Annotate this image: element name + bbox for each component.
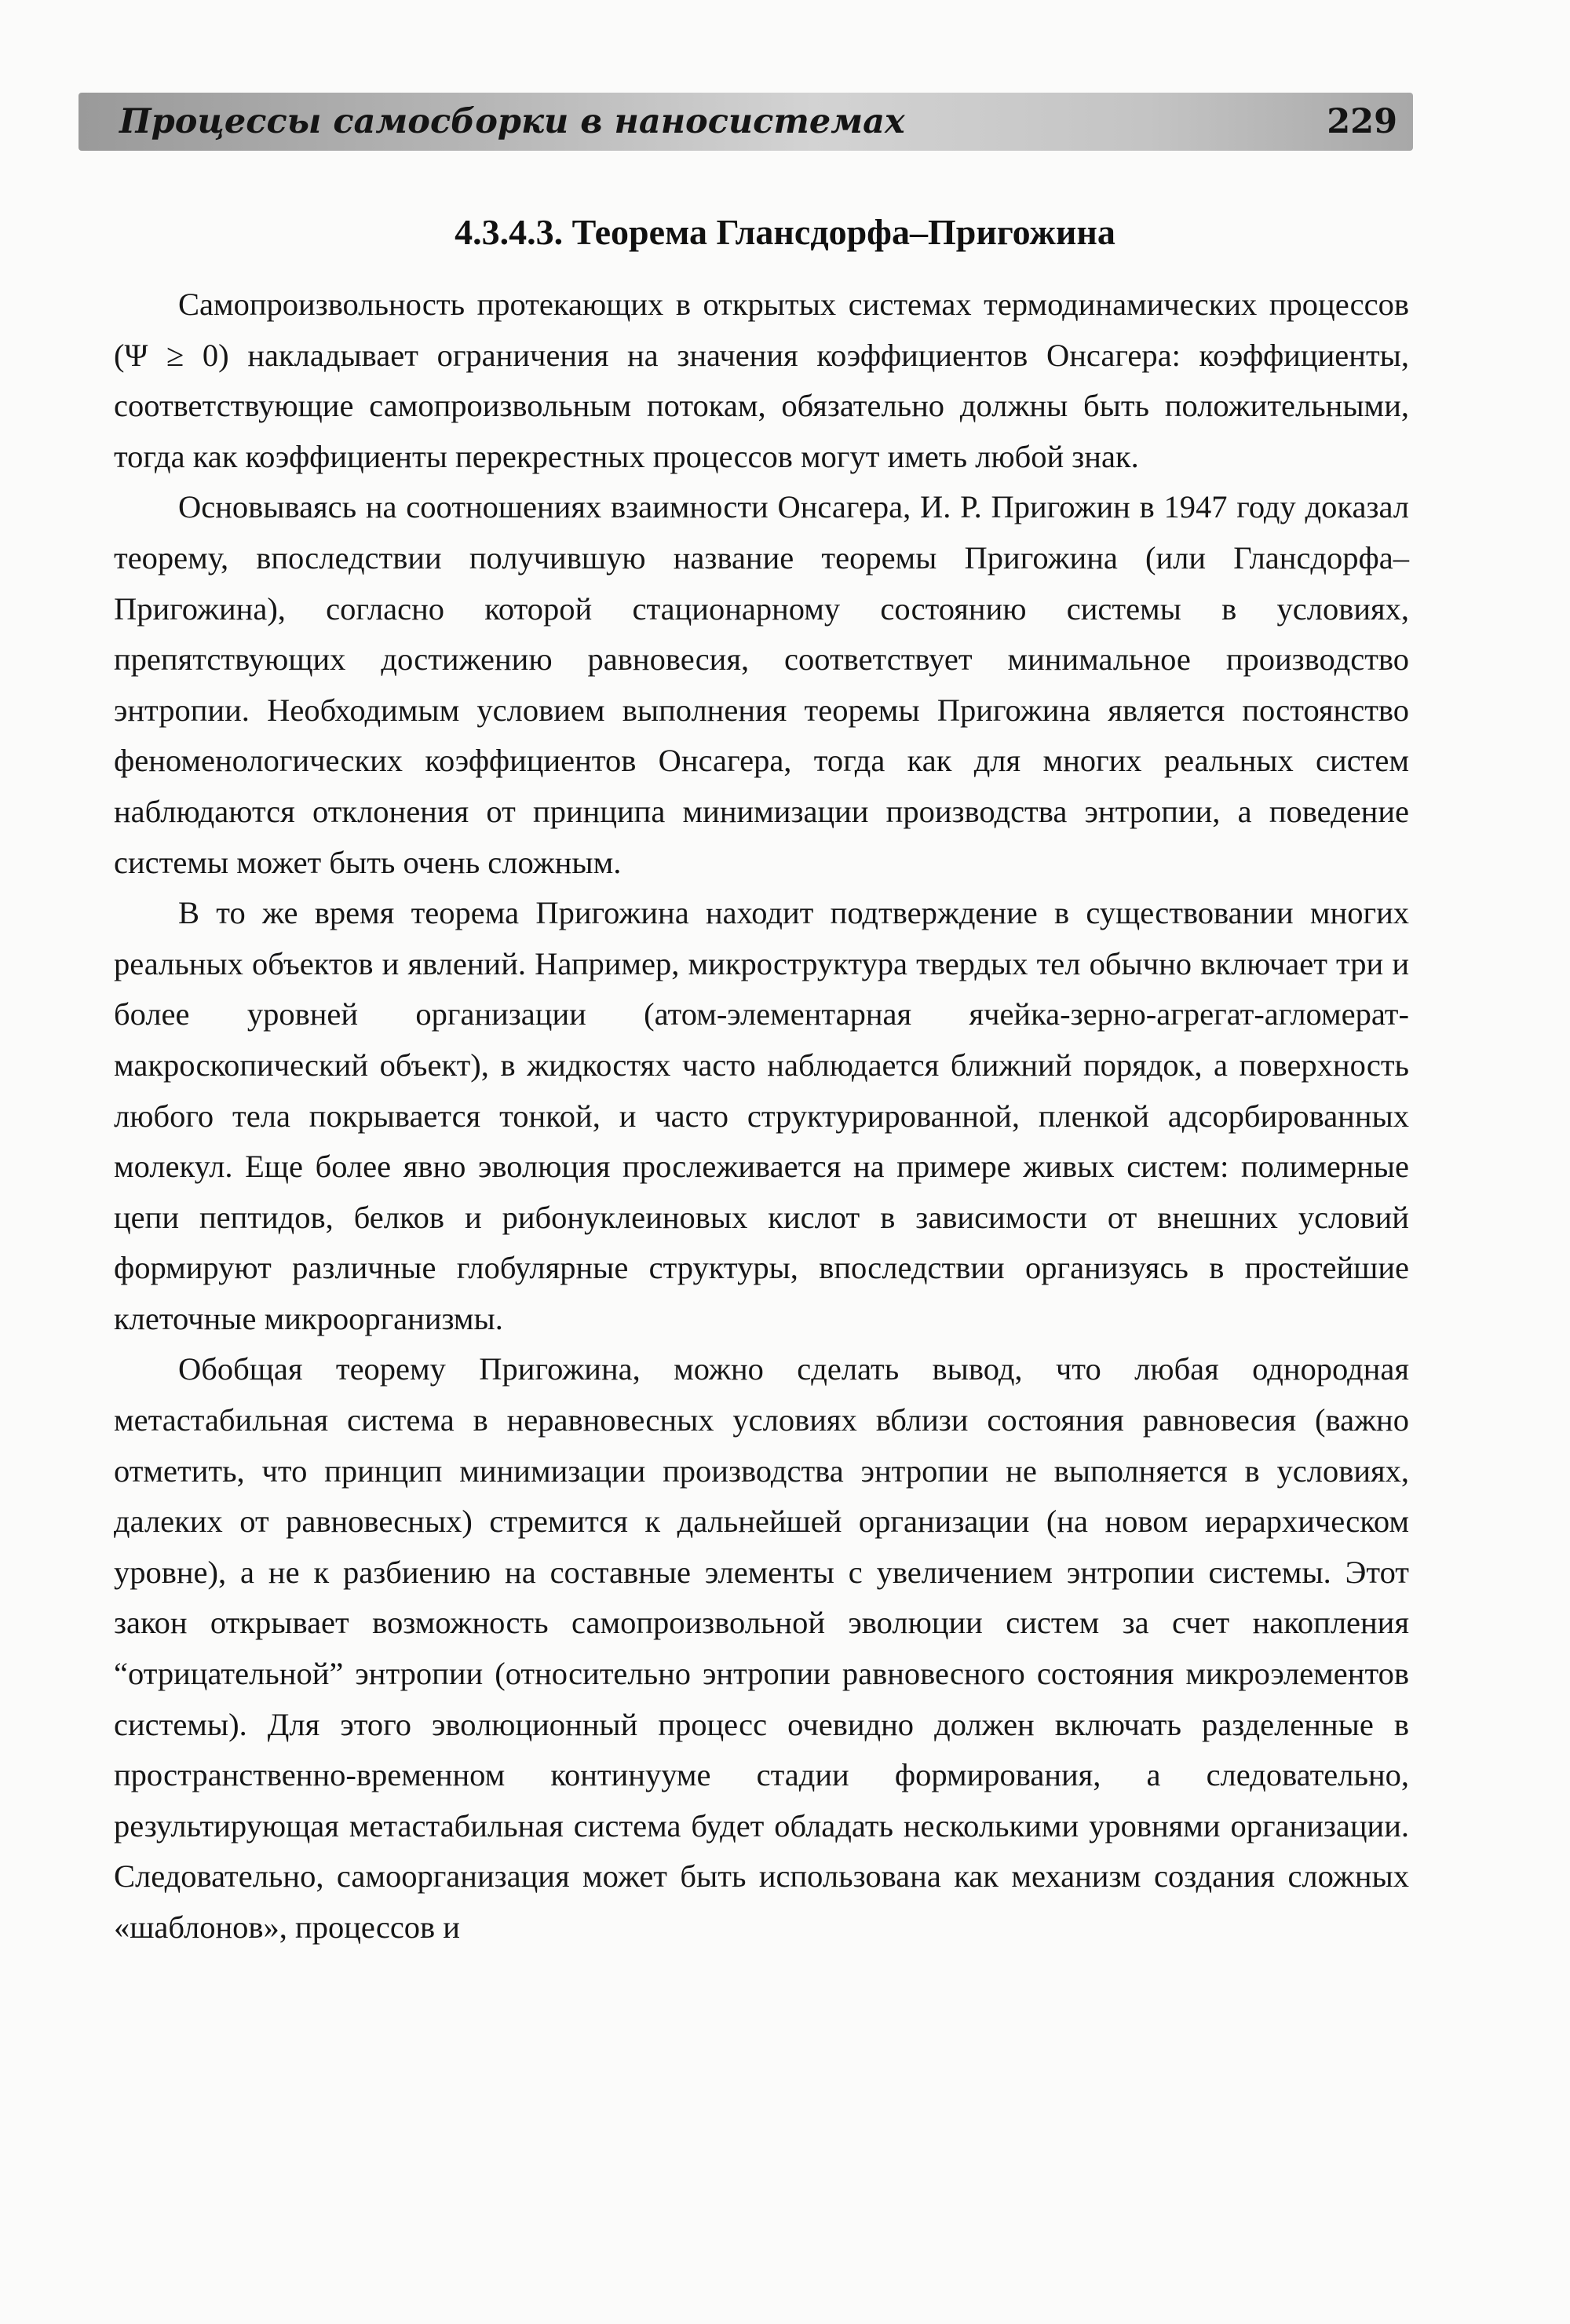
running-header-title: Процессы самосборки в наносистемах <box>119 102 905 141</box>
paragraph: Основываясь на соотношениях взаимности Онсагера, И. Р. Пригожин в 1947 году доказал теорему, впоследствии получившую название теоремы Пригожина (или Глансдорфа–Пригожина), согласно которой стационарному состоянию системы в условиях, препятствующих достижению равновесия, соответствует минимальное производство энтропии. Необходимым условием выполнения теоремы Пригожина является постоянство феноменологических коэффициентов Онсагера, тогда как для многих реальных систем наблюдаются отклонения от принципа минимизации производства энтропии, а поведение системы может быть очень сложным. <box>114 489 1409 880</box>
section-heading: 4.3.4.3. Теорема Глансдорфа–Пригожина <box>455 212 1115 252</box>
paragraph: Самопроизвольность протекающих в открытых системах термодинамических процессов (Ψ ≥ 0) накладывает ограничения на значения коэффициентов Онсагера: коэффициенты, соответствующие самопроизвольным потокам, обязательно должны быть положительными, тогда как коэффициенты перекрестных процессов могут иметь любой знак. <box>114 287 1409 474</box>
body-text <box>114 280 1409 1953</box>
running-header <box>78 93 1413 151</box>
paragraph: В то же время теорема Пригожина находит подтверждение в существовании многих реальных объектов и явлений. Например, микроструктура твердых тел обычно включает три и более уровней организации (атом-элементарная ячейка-зерно-агрегат-агломерат-макроскопический объект), в жидкостях часто наблюдается ближний порядок, а поверхность любого тела покрывается тонкой, и часто структурированной, пленкой адсорбированных молекул. Еще более явно эволюция прослеживается на примере живых систем: полимерные цепи пептидов, белков и рибонуклеиновых кислот в зависимости от внешних условий формируют различные глобулярные структуры, впоследствии организуясь в простейшие клеточные микроорганизмы. <box>114 895 1409 1336</box>
page-number: 229 <box>1327 102 1397 141</box>
paragraph: Обобщая теорему Пригожина, можно сделать вывод, что любая однородная метастабильная система в неравновесных условиях вблизи состояния равновесия (важно отметить, что принцип минимизации производства энтропии не выполняется в условиях, далеких от равновесных) стремится к дальнейшей организации (на новом иерархическом уровне), а не к разбиению на составные элементы с увеличением энтропии системы. Этот закон открывает возможность самопроизвольной эволюции систем за счет накопления “отрицательной” энтропии (относительно энтропии равновесного состояния микроэлементов системы). Для этого эволюционный процесс очевидно должен включать разделенные в пространственно-временном континууме стадии формирования, а следовательно, результирующая метастабильная система будет обладать несколькими уровнями организации. Следовательно, самоорганизация может быть использована как механизм создания сложных «шаблонов», процессов и <box>114 1351 1409 1945</box>
